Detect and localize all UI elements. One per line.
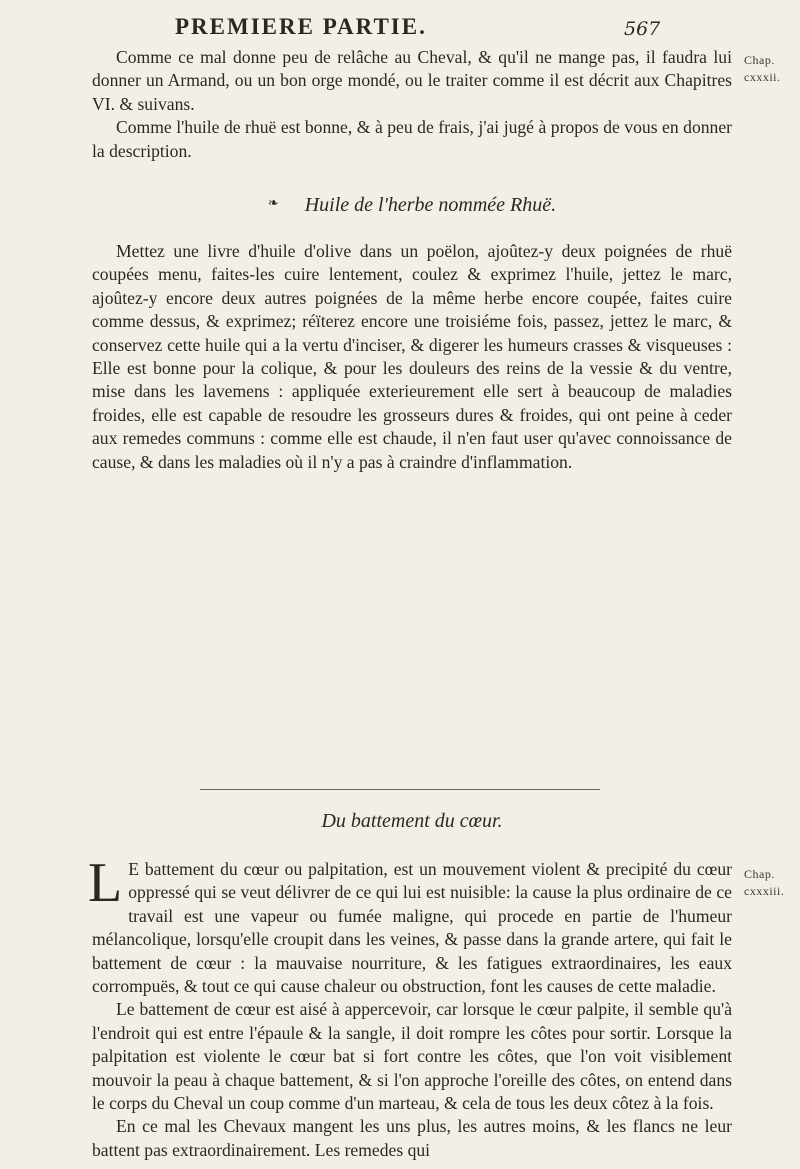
margin-note-chap-number: cxxxii. <box>744 70 781 84</box>
rhue-paragraph: Mettez une livre d'huile d'olive dans un poëlon, ajoûtez-y deux poignées de rhuë coupées menu, faites-les cuire lentement, coulez & exprimez l'huile, jettez le marc, ajoûtez-y encore deux autres poignées de la même herbe encore coupée, faites cuire comme dessus, & exprimez; réïterez encore une troisiéme fois, passez, jettez le marc, & conservez cette huile qui a la vertu d'inciser, & digerer les humeurs crasses & visqueuses : Elle est bonne pour la colique, & pour les douleurs des reins de la vessie & du ventre, mise dans les lavemens : appliquée exterieurement elle sert à beaucoup de maladies froides, elle est capable de resoudre les grosseurs dures & froides, qui ont peine à ceder aux remedes communs : comme elle est chaude, il n'en faut user qu'avec connoissance de cause, & dans les maladies où il n'y a pas à craindre d'inflammation. <box>92 241 732 472</box>
section-title-rhue <box>92 194 732 217</box>
section-divider <box>200 789 600 790</box>
section-title-battement-text: Du battement du cœur. <box>321 810 503 832</box>
section-title-rhue-text: Huile de l'herbe nommée Rhuë. <box>304 194 557 216</box>
intro-paragraph-1: Comme ce mal donne peu de relâche au Cheval, & qu'il ne mange pas, il faudra lui donner un Armand, ou un bon orge mondé, ou le traiter comme il est décrit aux Chapitres VI. & suivans. <box>92 47 732 114</box>
battement-text <box>88 852 732 1162</box>
battement-paragraph-1 <box>88 852 732 998</box>
intro-paragraph-2: Comme l'huile de rhuë est bonne, & à peu de frais, j'ai jugé à propos de vous en donner la description. <box>92 117 732 161</box>
rhue-text <box>92 240 732 474</box>
margin-note-chap-label-2: Chap. <box>744 867 775 881</box>
page-header <box>0 10 800 46</box>
intro-text <box>92 46 732 163</box>
drop-cap: L <box>88 852 123 914</box>
battement-paragraph-2: Le battement de cœur est aisé à appercevoir, car lorsque le cœur palpite, il semble qu'à l'endroit qui est entre l'épaule & la sangle, il doit rompre les côtes pour sortir. Lorsque la palpitation est violente le cœur bat si fort contre les côtes, que l'on voit visiblement mouvoir la peau à chaque battement, & si l'on approche l'oreille des côtes, on entend dans le corps du Cheval un coup comme d'un marteau, & cela de tous les deux côtez à la fois. <box>92 999 732 1114</box>
margin-note-chapter-132 <box>744 52 798 86</box>
margin-note-chap-number-2: cxxxiii. <box>744 884 785 898</box>
running-title: PREMIERE PARTIE. <box>175 14 427 39</box>
margin-note-chap-label: Chap. <box>744 53 775 67</box>
section-title-battement <box>92 810 732 833</box>
battement-paragraph-3: En ce mal les Chevaux mangent les uns plus, les autres moins, & les flancs ne leur battent pas extraordinairement. Les remedes qui <box>92 1116 732 1160</box>
fleuron-icon: ❧ <box>267 195 279 210</box>
page-number: 567 <box>624 18 661 40</box>
battement-paragraph-1-text: E battement du cœur ou palpitation, est un mouvement violent & precipité du cœur oppressé qui se veut délivrer de ce qui lui est nuisible: la cause la plus ordinaire de ce travail est une vapeur ou fumée maligne, qui procede en partie de l'humeur mélancolique, lorsqu'elle croupit dans les veines, & passe dans la grande artere, qui fait le battement de cœur : la mauvaise nourriture, & les fatigues extraordinaires, les eaux corrompuës, & tout ce qui cause chaleur ou obstruction, font les causes de cette maladie. <box>92 859 732 997</box>
margin-note-chapter-133 <box>744 866 798 900</box>
